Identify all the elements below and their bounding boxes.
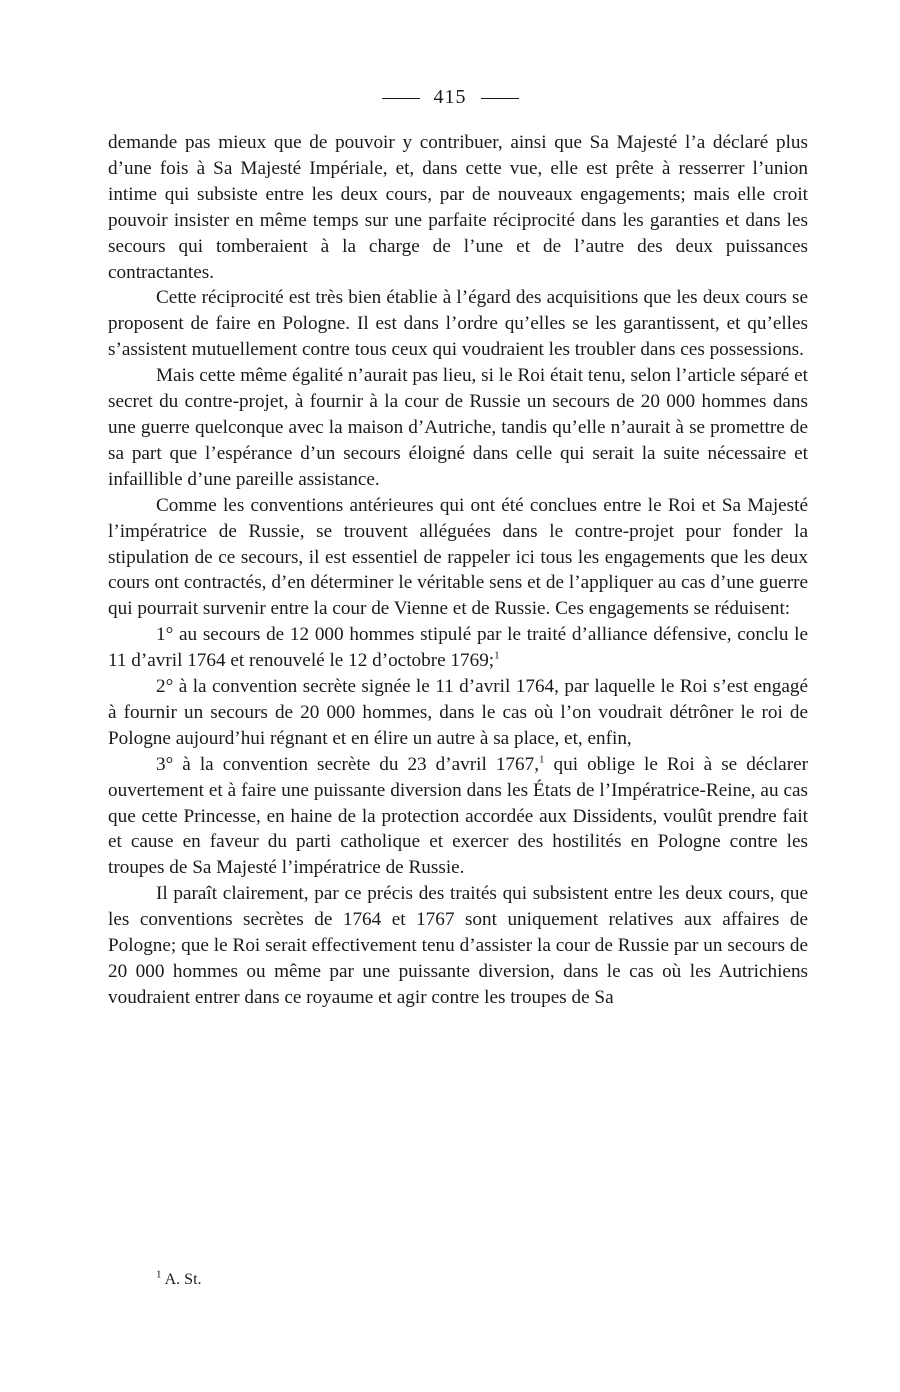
body-text [108,130,808,1011]
footnote-text: A. St. [164,1271,202,1288]
paragraph-5 [108,622,808,674]
footnote-mark: 1 [156,1268,162,1281]
footnote [156,1268,202,1289]
page-header [0,86,900,109]
footnote-reference: 1 [539,753,545,766]
paragraph-7-text-after: qui oblige le Roi à se déclarer ouvertement et à faire une puissante diversion dans les États de l’Impératrice-Reine, au cas que cette Princesse, en haine de la protection accordée aux Dissidents, voulût prendre fait et cause en faveur du parti catholique et exercer des hostilités en Pologne contre les troupes de Sa Majesté l’impératrice de Russie. [108,753,808,879]
paragraph-4: Comme les conventions antérieures qui ont été conclues entre le Roi et Sa Majesté l’impératrice de Russie, se trouvent alléguées dans le contre-projet pour fonder la stipulation de ce secours, il est essentiel de rappeler ici tous les engagements que les deux cours ont contractés, d’en déterminer le véritable sens et de l’appliquer au cas d’une guerre qui pourrait survenir entre la cour de Vienne et de Russie. Ces engagements se réduisent: [108,494,808,620]
paragraph-6: 2° à la convention secrète signée le 11 d’avril 1764, par laquelle le Roi s’est engagé à fournir un secours de 20 000 hommes, dans le cas où l’on voudrait détrôner le roi de Pologne aujourd’hui régnant et en élire un autre à sa place, et, enfin, [108,676,808,749]
paragraph-7-text-before: 3° à la convention secrète du 23 d’avril 1767, [156,753,540,775]
paragraph-7 [108,752,808,882]
paragraph-3: Mais cette même égalité n’aurait pas lieu, si le Roi était tenu, selon l’article séparé et secret du contre-projet, à fournir à la cour de Russie un secours de 20 000 hommes dans une guerre quelconque avec la maison d’Autriche, tandis qu’elle n’aurait à se promettre de sa part que l’espérance d’un secours éloigné dans celle qui serait la suite nécessaire et infaillible d’une pareille assistance. [108,365,808,490]
paragraph-2: Cette réciprocité est très bien établie à l’égard des acquisitions que les deux cours se proposent de faire en Pologne. Il est dans l’ordre qu’elles se les garantissent, et qu’elles s’assistent mutuellement contre tous ceux qui voudraient les troubler dans ces possessions. [108,287,808,361]
header-dash-left [382,98,420,99]
page-number: 415 [433,86,467,108]
paragraph-5-text: 1° au secours de 12 000 hommes stipulé par le traité d’alliance défensive, conclu le 11 d’avril 1764 et renouvelé le 12 d’octobre 1769; [108,624,808,672]
header-dash-right [481,98,519,99]
paragraph-1: demande pas mieux que de pouvoir y contribuer, ainsi que Sa Majesté l’a déclaré plus d’une fois à Sa Majesté Impériale, et, dans cette vue, elle est prête à resserrer l’union intime qui subsiste entre les deux cours, par de nouveaux engagements; mais elle croit pouvoir insister en même temps sur une parfaite réciprocité dans les garanties et dans les secours qui tomberaient à la charge de l’une et de l’autre des deux puissances contractantes. [108,132,808,283]
footnote-reference: 1 [494,649,500,662]
paragraph-8: Il paraît clairement, par ce précis des traités qui subsistent entre les deux cours, que les conventions secrètes de 1764 et 1767 sont uniquement relatives aux affaires de Pologne; que le Roi serait effectivement tenu d’assister la cour de Russie par un secours de 20 000 hommes ou même par une puissante diversion, dans le cas où les Autrichiens voudraient entrer dans ce royaume et agir contre les troupes de Sa [108,883,808,1008]
